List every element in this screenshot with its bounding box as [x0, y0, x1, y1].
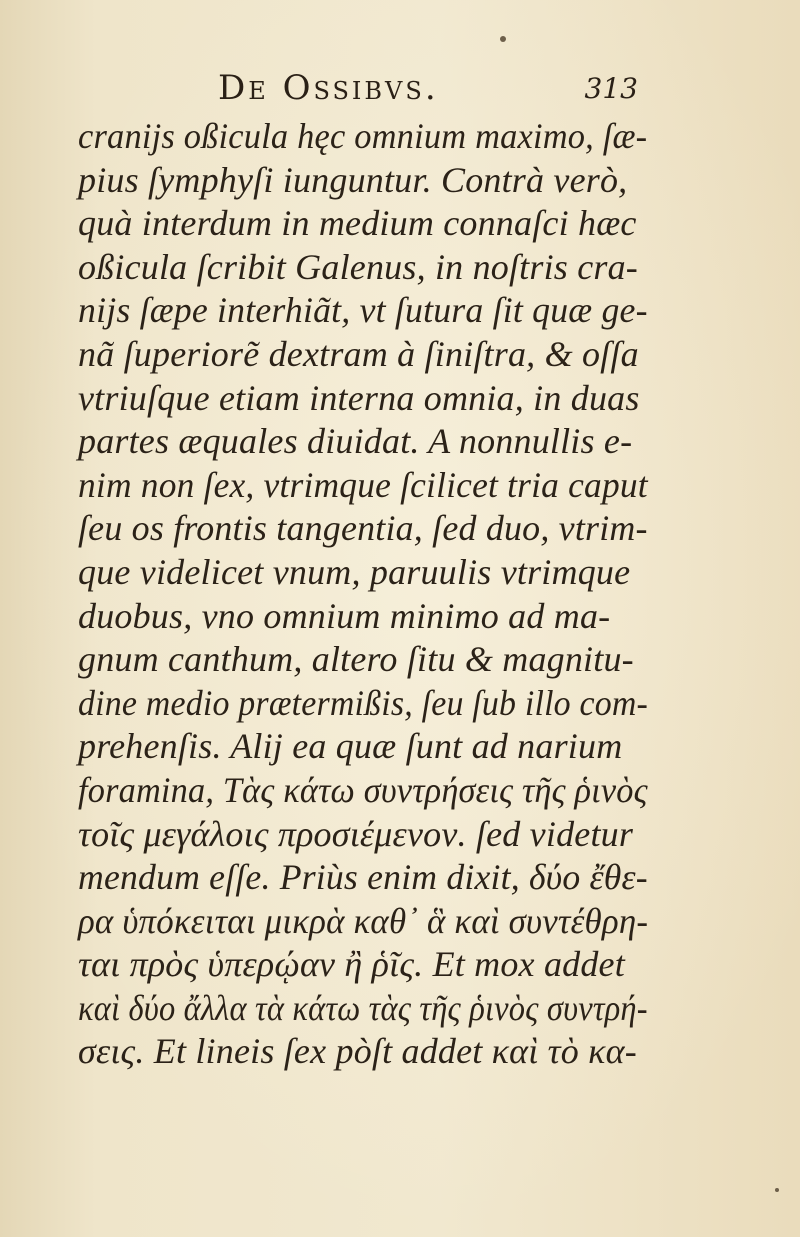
text-line: foramina, Τὰς κάτω συντρήσεις τῆς ῥινὸς [78, 769, 648, 810]
text-line: σεις. Et lineis ſex pòſt addet καὶ τὸ κα- [78, 1031, 637, 1072]
text-line: ρα ὑπόκειται μικρὰ καθ᾽ ἃ καὶ συντέθρη- [78, 900, 649, 941]
ink-speck [775, 1188, 779, 1192]
text-line: prehenſis. Alij ea quæ ſunt ad narium [78, 726, 623, 767]
text-line: vtriuſque etiam interna omnia, in duas [78, 377, 640, 418]
text-line: καὶ δύο ἄλλα τὰ κάτω τὰς τῆς ῥινὸς συντρή- [78, 987, 648, 1028]
text-line: pius ſymphyſi iunguntur. Contrà verò, [78, 159, 628, 200]
text-line: quà interdum in medium connaſci hæc [78, 203, 637, 244]
running-header [218, 62, 638, 112]
page-number: 313 [584, 72, 638, 105]
text-line: gnum canthum, altero ſitu & magnitu- [78, 639, 634, 680]
page-title: De Ossibvs. [218, 68, 439, 108]
text-line: cranijs oßicula hęc omnium maximo, ſæ- [78, 116, 648, 156]
text-line: ſeu os frontis tangentia, ſed duo, vtrim- [78, 508, 648, 549]
text-line: partes æquales diuidat. A nonnullis e- [78, 421, 633, 462]
text-line: nim non ſex, vtrimque ſcilicet tria caput [78, 464, 648, 505]
text-line: mendum eſſe. Priùs enim dixit, δύο ἔθε- [78, 857, 648, 898]
ink-speck [500, 36, 506, 42]
text-line: oßicula ſcribit Galenus, in noſtris cra- [78, 246, 638, 287]
text-line: nijs ſæpe interhiãt, vt ſutura ſit quæ ge- [78, 290, 648, 331]
text-line: que videlicet vnum, paruulis vtrimque [78, 551, 631, 592]
text-line: dine medio prætermißis, ſeu ſub illo com- [78, 682, 649, 723]
text-line: ται πρὸς ὑπερῴαν ἢ ῥῖς. Et mox addet [78, 944, 625, 985]
text-line: duobus, vno omnium minimo ad ma- [78, 595, 611, 636]
text-line: τοῖς μεγάλοις προσιέμενον. ſed videtur [78, 813, 634, 854]
body-text [78, 115, 648, 1074]
text-line: nã ſuperiorẽ dextram à ſiniſtra, & oſſa [78, 333, 639, 374]
